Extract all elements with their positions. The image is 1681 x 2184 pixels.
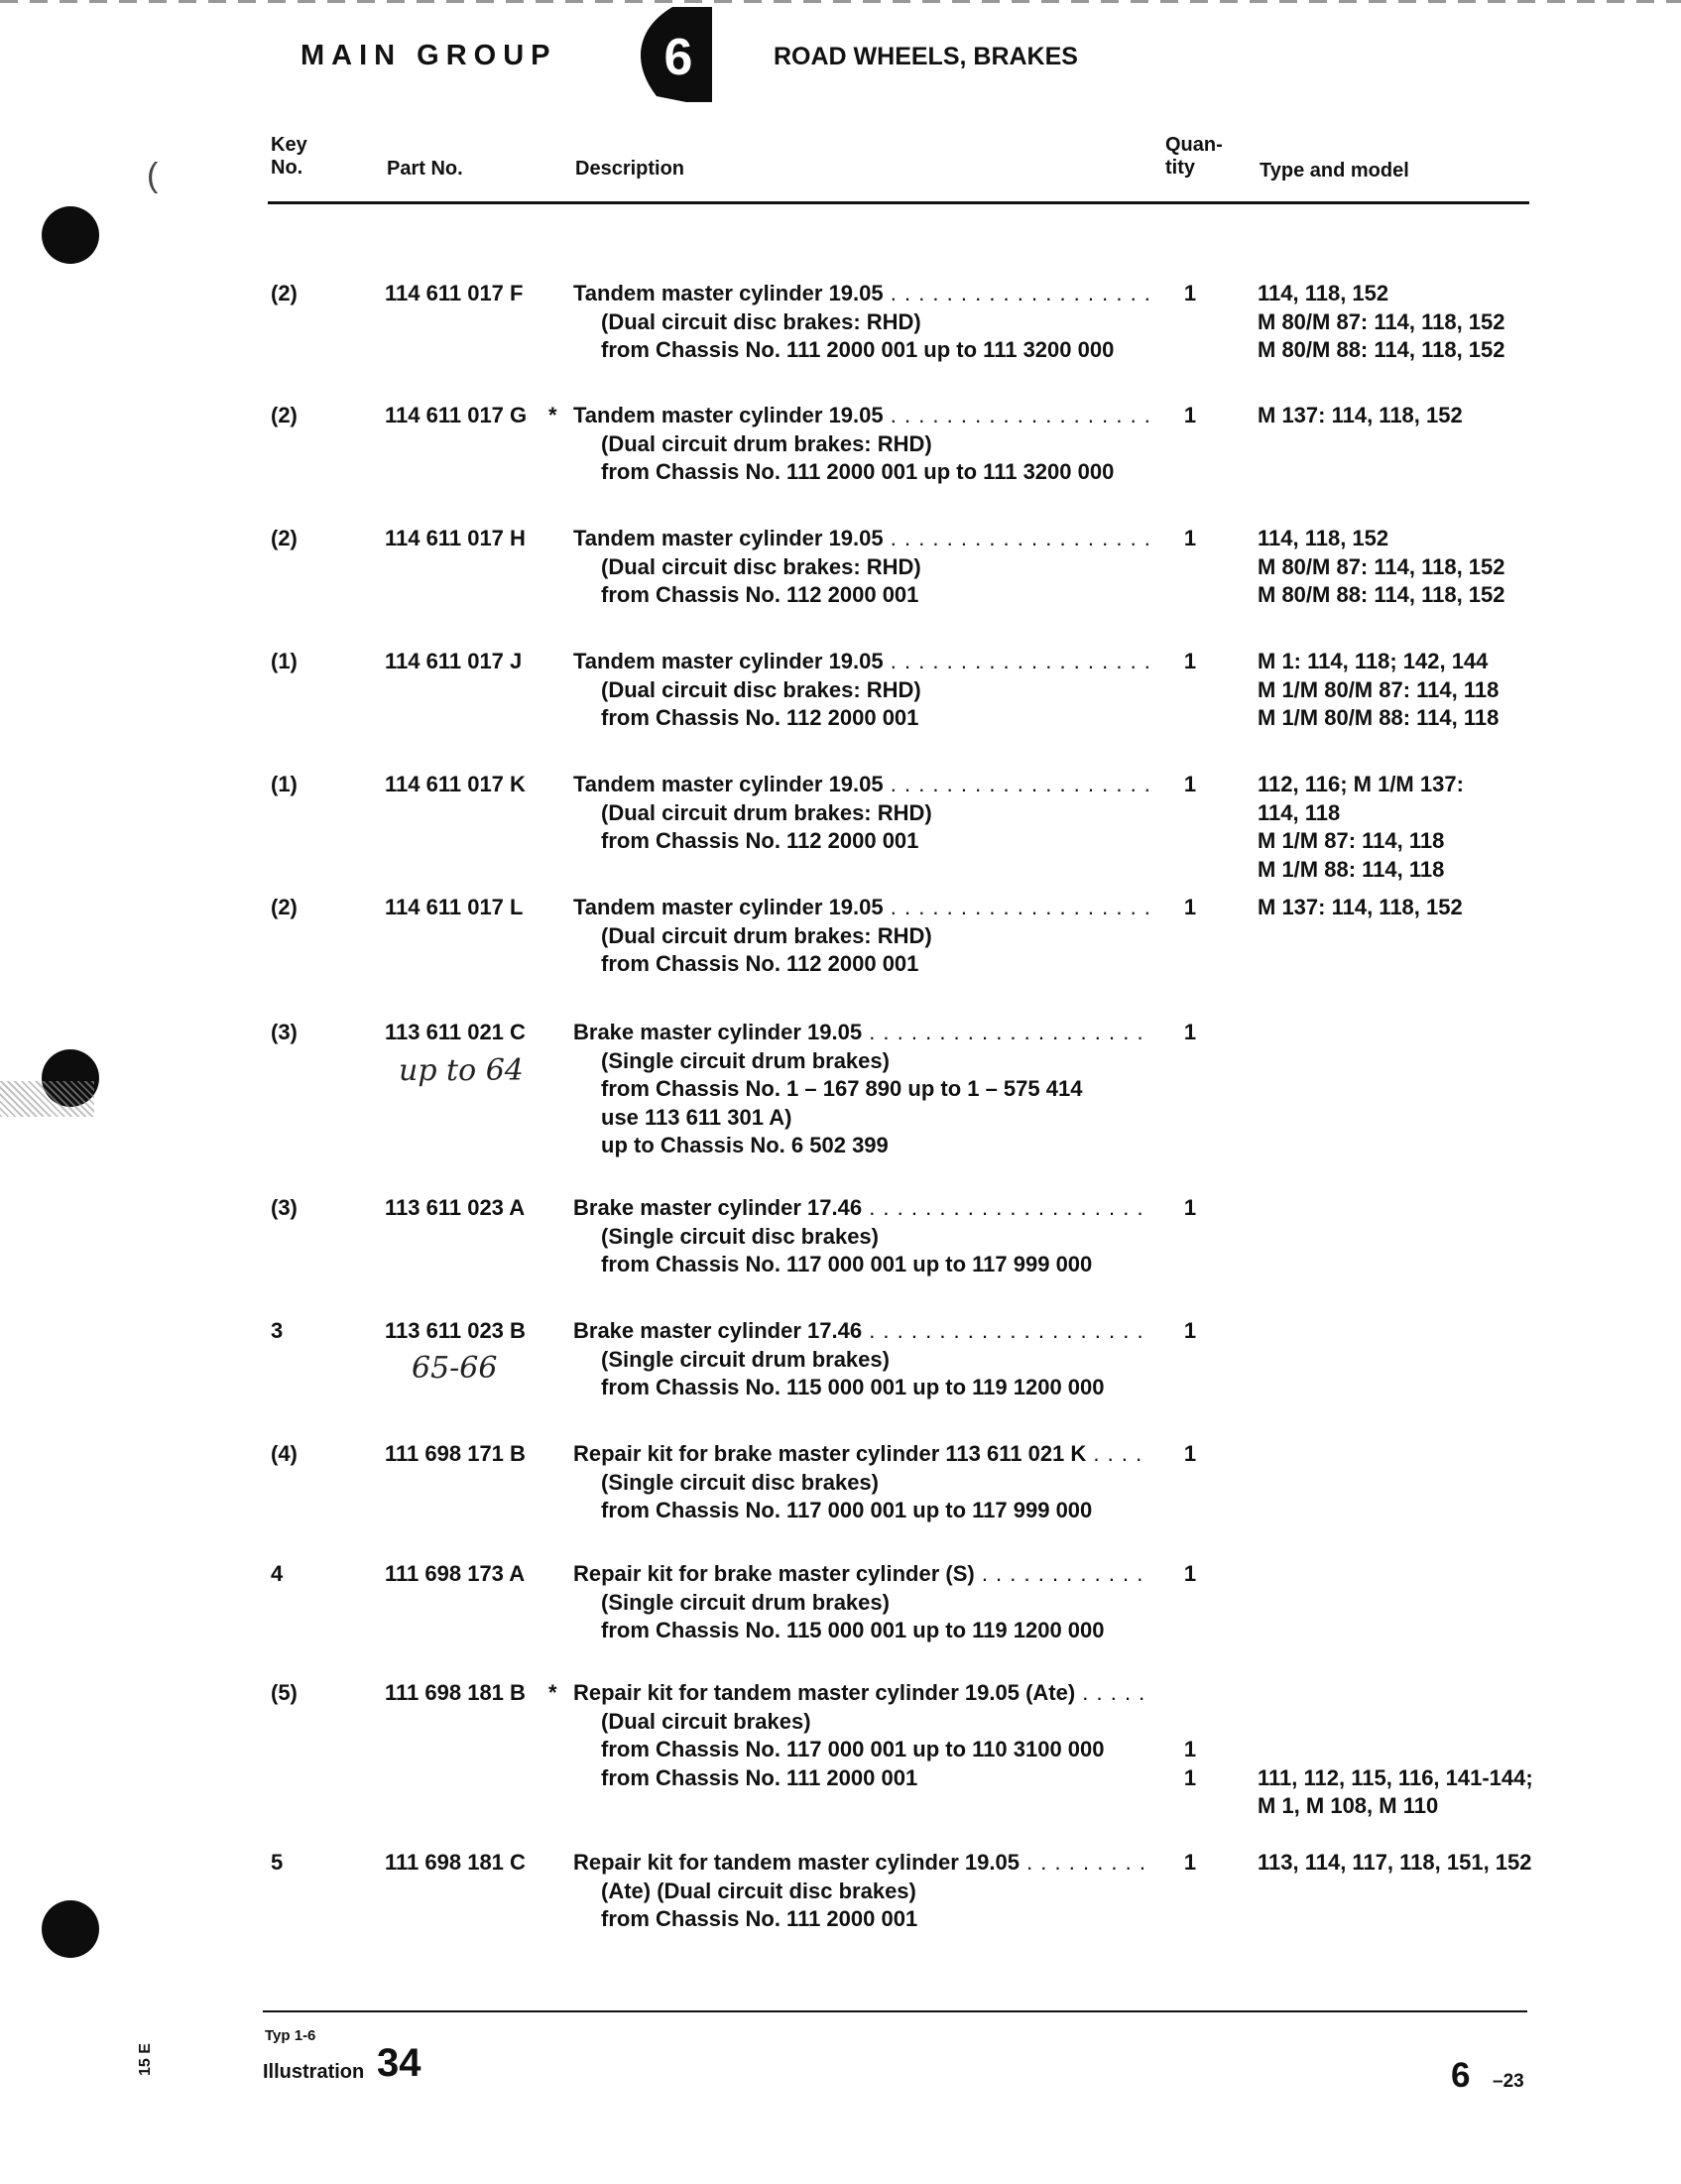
description-detail: (Dual circuit disc brakes: RHD) <box>601 553 921 579</box>
col-key-no: Key No. <box>271 134 307 179</box>
description-main: Brake master cylinder 17.46 . . . <box>573 1194 1148 1223</box>
part-number: 113 611 023 A <box>385 1195 526 1220</box>
type-model-line: 111, 112, 115, 116, 141-144; <box>1258 1764 1533 1790</box>
description-detail: (Dual circuit disc brakes: RHD) <box>601 308 921 334</box>
description-detail: use 113 611 301 A) <box>601 1104 792 1130</box>
part-number: 111 698 181 B <box>385 1680 526 1705</box>
handwritten-note: 65-66 <box>412 1351 498 1386</box>
type-model-line: M 80/M 87: 114, 118, 152 <box>1258 553 1505 579</box>
description-detail: from Chassis No. 117 000 001 up to 110 3100 000 <box>601 1737 1105 1761</box>
type-model-cell <box>1258 402 1555 430</box>
description-detail: from Chassis No. 112 2000 001 <box>601 582 919 607</box>
description-detail: from Chassis No. 117 000 001 up to 117 999 000 <box>601 1252 1093 1276</box>
quantity-cell <box>1180 894 1200 922</box>
key-number: (3) <box>271 1020 298 1044</box>
description-detail: up to Chassis No. 6 502 399 <box>601 1133 889 1157</box>
part-number: 113 611 023 B <box>385 1318 526 1343</box>
quantity-cell <box>1180 771 1200 799</box>
quantity-value: 1 <box>1183 281 1197 305</box>
type-model-line: M 80/M 87: 114, 118, 152 <box>1258 308 1505 334</box>
quantity-cell <box>1180 1440 1200 1469</box>
quantity-value: 1 <box>1183 403 1197 427</box>
page-number: 6 <box>1451 2056 1471 2095</box>
quantity-value <box>1180 1708 1200 1737</box>
quantity-value: 1 <box>1183 1850 1197 1875</box>
quantity-value: 1 <box>1183 1561 1197 1586</box>
type-model-cell <box>1258 894 1555 922</box>
quantity-value: 1 <box>1183 649 1197 673</box>
type-model-line: M 1/M 80/M 88: 114, 118 <box>1258 705 1500 730</box>
header-rule <box>268 201 1529 204</box>
key-number: (2) <box>271 526 298 550</box>
description-main: Repair kit for brake master cylinder (S) . . . <box>573 1560 1148 1589</box>
type-model-line: M 1/M 87: 114, 118 <box>1258 828 1445 853</box>
description-main: Repair kit for tandem master cylinder 19.05 . . . <box>573 1849 1148 1878</box>
description-cell <box>573 1679 1148 1792</box>
quantity-cell <box>1180 280 1200 308</box>
group-title: ROAD WHEELS, BRAKES <box>774 43 1078 70</box>
description-main: Tandem master cylinder 19.05 . . . <box>573 525 1148 553</box>
punch-hole-top <box>42 206 99 264</box>
type-model-line <box>1258 1708 1555 1737</box>
part-number: 111 698 173 A <box>385 1561 526 1586</box>
description-main: Repair kit for tandem master cylinder 19.05 (Ate) . . . <box>573 1679 1148 1708</box>
description-detail: from Chassis No. 112 2000 001 <box>601 951 919 976</box>
col-part-no: Part No. <box>387 158 463 180</box>
type-model-cell <box>1258 280 1555 365</box>
key-number: (3) <box>271 1195 298 1220</box>
type-model-line: M 1/M 88: 114, 118 <box>1258 856 1445 882</box>
description-cell <box>573 402 1148 487</box>
description-cell <box>573 1440 1148 1525</box>
description-detail: (Dual circuit drum brakes: RHD) <box>601 430 932 456</box>
col-type-model: Type and model <box>1260 160 1409 182</box>
part-number: 114 611 017 G <box>385 403 528 427</box>
description-detail: from Chassis No. 112 2000 001 <box>601 705 919 730</box>
quantity-cell <box>1180 648 1200 676</box>
key-number: (4) <box>271 1441 298 1466</box>
key-number: (2) <box>271 895 298 919</box>
description-cell <box>573 771 1148 856</box>
quantity-value: 1 <box>1183 1441 1197 1466</box>
description-main: Tandem master cylinder 19.05 . . . <box>573 894 1148 922</box>
type-model-line: M 80/M 88: 114, 118, 152 <box>1258 337 1505 362</box>
quantity-cell <box>1180 1849 1200 1878</box>
quantity-value: 1 <box>1183 1764 1197 1790</box>
key-number: (2) <box>271 403 298 427</box>
col-description: Description <box>575 158 685 180</box>
handwritten-note: up to 64 <box>399 1053 524 1088</box>
page-sub-number: –23 <box>1493 2071 1524 2092</box>
type-model-line: 114, 118 <box>1258 799 1341 825</box>
part-number: 111 698 171 B <box>385 1441 526 1466</box>
part-number: 113 611 021 C <box>385 1020 526 1044</box>
part-number: 114 611 017 L <box>385 895 524 919</box>
quantity-cell <box>1180 1019 1200 1047</box>
side-mark: 15 E <box>137 2043 154 2076</box>
key-number: (2) <box>271 281 298 305</box>
quantity-cell <box>1180 1194 1200 1223</box>
description-detail: from Chassis No. 112 2000 001 <box>601 828 919 853</box>
description-detail: (Single circuit disc brakes) <box>601 1469 879 1495</box>
part-number: 114 611 017 J <box>385 649 523 673</box>
description-detail: from Chassis No. 111 2000 001 <box>601 1906 918 1931</box>
type-model-line: 113, 114, 117, 118, 151, 152 <box>1258 1850 1532 1875</box>
description-cell <box>573 525 1148 610</box>
description-detail: from Chassis No. 111 2000 001 up to 111 3200 000 <box>601 337 1115 362</box>
top-edge-rule <box>0 0 1681 3</box>
description-detail: from Chassis No. 1 – 167 890 up to 1 – 575 414 <box>601 1076 1083 1101</box>
quantity-value: 1 <box>1183 1020 1197 1044</box>
key-number: 4 <box>271 1561 284 1586</box>
description-detail: (Dual circuit disc brakes: RHD) <box>601 676 921 702</box>
description-detail: (Dual circuit drum brakes: RHD) <box>601 799 932 825</box>
quantity-cell <box>1180 1317 1200 1346</box>
quantity-value: 1 <box>1183 772 1197 796</box>
description-cell <box>573 1849 1148 1934</box>
new-part-star: * <box>548 1680 557 1705</box>
description-detail: (Single circuit disc brakes) <box>601 1223 879 1249</box>
description-main: Tandem master cylinder 19.05 . . . <box>573 648 1148 676</box>
new-part-star: * <box>548 403 557 427</box>
footer-typ: Typ 1-6 <box>265 2027 316 2044</box>
description-detail: (Dual circuit brakes) <box>601 1708 811 1734</box>
quantity-value: 1 <box>1183 1737 1197 1761</box>
type-model-line: M 137: 114, 118, 152 <box>1258 403 1463 427</box>
key-number: (1) <box>271 772 298 796</box>
description-main: Brake master cylinder 19.05 . . . <box>573 1019 1148 1047</box>
group-number: 6 <box>663 29 693 86</box>
type-model-line: M 80/M 88: 114, 118, 152 <box>1258 582 1505 607</box>
key-number: 3 <box>271 1318 284 1343</box>
type-model-line: 112, 116; M 1/M 137: <box>1258 772 1464 796</box>
quantity-value: 1 <box>1183 1195 1197 1220</box>
quantity-value: 1 <box>1183 526 1197 550</box>
description-detail: from Chassis No. 115 000 001 up to 119 1200 000 <box>601 1375 1105 1399</box>
key-number: (5) <box>271 1680 298 1705</box>
type-model-line: M 1, M 108, M 110 <box>1258 1793 1439 1818</box>
type-model-line: M 137: 114, 118, 152 <box>1258 895 1463 919</box>
quantity-value: 1 <box>1183 895 1197 919</box>
type-model-cell <box>1258 771 1555 884</box>
quantity-value <box>1180 1679 1200 1708</box>
description-detail: from Chassis No. 111 2000 001 <box>601 1764 918 1790</box>
footer-rule <box>263 2010 1527 2012</box>
type-model-cell <box>1258 525 1555 610</box>
main-group-label: MAIN GROUP <box>300 40 557 71</box>
scan-speckle <box>0 1081 94 1117</box>
type-model-cell <box>1258 648 1555 733</box>
quantity-cell <box>1180 525 1200 553</box>
type-model-line: 114, 118, 152 <box>1258 526 1389 550</box>
description-main: Repair kit for brake master cylinder 113 611 021 K . . . <box>573 1440 1148 1469</box>
quantity-cell <box>1180 1679 1200 1792</box>
description-detail: (Single circuit drum brakes) <box>601 1589 890 1615</box>
illustration-number: 34 <box>377 2041 421 2085</box>
description-detail: (Single circuit drum brakes) <box>601 1346 890 1372</box>
key-number: (1) <box>271 649 298 673</box>
type-model-line: 114, 118, 152 <box>1258 281 1389 305</box>
description-detail: (Ate) (Dual circuit disc brakes) <box>601 1878 916 1903</box>
part-number: 111 698 181 C <box>385 1850 526 1875</box>
description-main: Tandem master cylinder 19.05 . . . <box>573 280 1148 308</box>
description-cell <box>573 1019 1148 1160</box>
description-cell <box>573 1194 1148 1279</box>
group-number-badge <box>635 5 717 104</box>
quantity-value: 1 <box>1183 1318 1197 1343</box>
part-number: 114 611 017 K <box>385 772 526 796</box>
part-number: 114 611 017 H <box>385 526 526 550</box>
margin-bracket-mark: ( <box>147 157 159 194</box>
type-model-cell <box>1258 1679 1555 1821</box>
type-model-cell <box>1258 1849 1555 1878</box>
type-model-line <box>1258 1736 1555 1764</box>
description-detail: (Dual circuit drum brakes: RHD) <box>601 922 932 948</box>
quantity-cell <box>1180 402 1200 430</box>
type-model-line <box>1258 1679 1555 1708</box>
illustration-label: Illustration <box>263 2061 365 2083</box>
description-cell <box>573 280 1148 365</box>
description-cell <box>573 1560 1148 1645</box>
type-model-line: M 1/M 80/M 87: 114, 118 <box>1258 676 1500 702</box>
description-cell <box>573 894 1148 979</box>
col-quantity: Quan- tity <box>1165 134 1223 179</box>
quantity-cell <box>1180 1560 1200 1589</box>
type-model-line: M 1: 114, 118; 142, 144 <box>1258 649 1489 673</box>
description-detail: from Chassis No. 111 2000 001 up to 111 3200 000 <box>601 459 1115 484</box>
description-cell <box>573 648 1148 733</box>
description-detail: from Chassis No. 115 000 001 up to 119 1200 000 <box>601 1618 1105 1642</box>
description-main: Brake master cylinder 17.46 . . . <box>573 1317 1148 1346</box>
description-detail: (Single circuit drum brakes) <box>601 1047 890 1073</box>
part-number: 114 611 017 F <box>385 281 524 305</box>
description-main: Tandem master cylinder 19.05 . . . <box>573 402 1148 430</box>
description-main: Tandem master cylinder 19.05 . . . <box>573 771 1148 799</box>
description-detail: from Chassis No. 117 000 001 up to 117 999 000 <box>601 1498 1093 1522</box>
key-number: 5 <box>271 1850 284 1875</box>
punch-hole-bottom <box>42 1900 99 1958</box>
description-cell <box>573 1317 1148 1402</box>
